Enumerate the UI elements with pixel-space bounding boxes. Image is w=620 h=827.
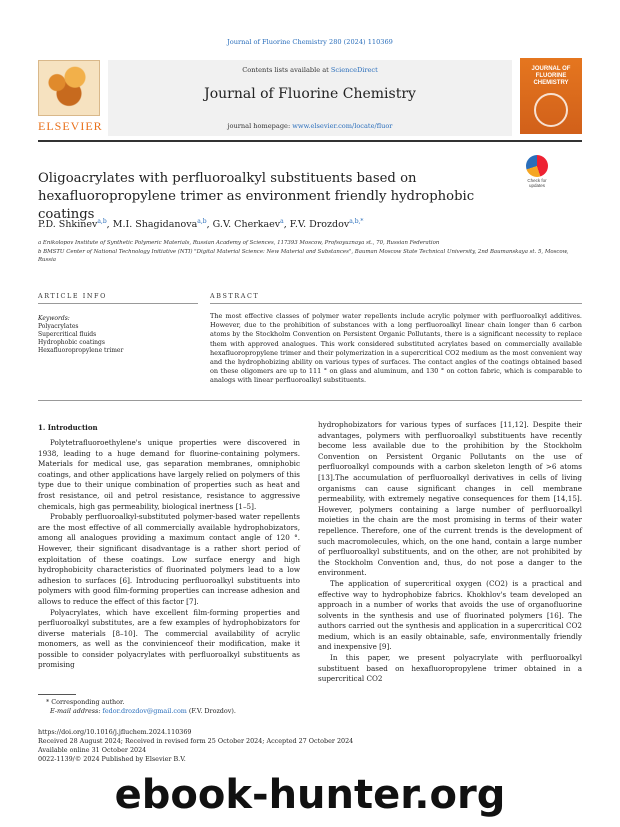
- available-online: Available online 31 October 2024: [38, 746, 147, 754]
- article-title: Oligoacrylates with perfluoroalkyl substituents based on hexafluoropropylene trimer as environment friendly hydrophobic coatings: [38, 171, 475, 222]
- paragraph: hydrophobizators for various types of surfaces [11,12]. Despite their advantages, polymers with perfluoroalkyl substituents have recently become less available due to the prohibition by the Stockholm Convention on Persistent Organic Pollutants on the use of perfluoroalkyl compounds with a carbon skeleton length of >6 atoms [13].The accumulation of perfluoroalkyl derivatives in cells of living organisms can cause significant changes in cell membrane permeability, with extremely negative consequences for them [14,15]. However, polymers containing a large number of perfluoroalkyl moieties in the chain are the most promising in terms of their water repellence. Therefore, one of the current trends is the development of such macromolecules, which, on the one hand, contain a large number of perfluoroalkyl substituents, and on the other, are not prohibited by the Stockholm Convention and, thus, do not pose a danger to the environment.: [318, 420, 582, 578]
- author[interactable]: P.D. Shkinev$^{a,b}$: [38, 218, 107, 231]
- header-rule: [38, 140, 582, 142]
- author[interactable]: G.V. Cherkaev$^a$: [212, 218, 284, 231]
- journal-citation[interactable]: Journal of Fluorine Chemistry 280 (2024) 110369: [227, 38, 393, 46]
- paragraph: Probably perfluoroalkyl-substituted polymer-based water repellents are the most effective of all commercially available hydrophobizators, among all analogues providing a maximum contact angle of 120 °. However, their significant disadvantage is a rather short period of exploitation of these coatings. Low surface energy and high hydrophobicity characteristics of fluorinated polymers lead to a low adhesion to surfaces [6]. Introducing perfluoroalkyl substituents into polymers with good film-forming properties can increase adhesion and allows to reduce the effect of this factor [7].: [38, 512, 300, 606]
- doi-link[interactable]: https://doi.org/10.1016/j.jfluchem.2024.110369: [38, 728, 192, 736]
- paragraph: Polyacrylates, which have excellent film-forming properties and perfluoroalkyl substitutes, are a few examples of hydrophobizators for diverse materials [8–10]. The commercial availability of acrylic monomers, as well as the convinienceof their modification, make it possible to consider polyacrylates with perfluoroalkyl substituents as promising: [38, 607, 300, 670]
- abstract-heading: ABSTRACT: [210, 292, 260, 300]
- contents-line: Contents lists available at ScienceDirect: [242, 66, 378, 74]
- homepage-line: journal homepage: www.elsevier.com/locate/fluor: [227, 122, 393, 130]
- article-info-heading: ARTICLE INFO: [38, 292, 107, 300]
- paragraph: Polytetrafluoroethylene's unique properties were discovered in 1938, leading to a huge demand for fluorine-containing polymers. Materials for medical use, gas separation membranes, omniphobic coatings, and other applications have largely relied on polymers of this type due to their unique combination of properties such as heat and frost resistance, oil and petrol resistance, resistance to aggressive chemicals, high gas permeability, biological inertness [1–5].: [38, 438, 300, 511]
- abstract-bottom-rule: [38, 400, 582, 401]
- keyword: Hydrophobic coatings: [38, 339, 105, 346]
- author[interactable]: F.V. Drozdov$^{a,b,*}$: [289, 218, 364, 231]
- journal-title: Journal of Fluorine Chemistry: [204, 86, 416, 102]
- footnote-rule: [38, 694, 76, 695]
- keyword: Supercritical fluids: [38, 331, 97, 338]
- issn-copyright: 0022-1139/© 2024 Published by Elsevier B.V.: [38, 755, 186, 763]
- right-column: [318, 420, 582, 685]
- keyword: Polyacrylates: [38, 323, 79, 330]
- cover-circle-icon: [534, 93, 568, 127]
- abstract-text: The most effective classes of polymer water repellents include acrylic polymer with perfluoroalkyl additives. However, due to the prohibition of substances with a long perfluoroalkyl linear chain longer than 6 carbon atoms by the Stockholm Convention on Persistent Organic Pollutants, there is a significant necessity to replace them with approved analogues. This work considered substituted acrylates based on commercially available hexafluoropropylene trimer and their polymerization in a supercritical CO2 medium as the most convenient way and the hydrophobizing ability on various types of surfaces. The contact angles of the coatings obtained based on these oligomers are up to 111 ° on glass and aluminum, and 130 ° on cotton fabric, which is comparable to analogs with linear perfluoroalkyl substituents.: [210, 312, 582, 385]
- elsevier-logo: [38, 60, 103, 134]
- check-updates-icon: [526, 155, 548, 177]
- elsevier-tree-icon: [38, 60, 100, 116]
- author[interactable]: M.I. Shagidanova$^{a,b}$: [112, 218, 207, 231]
- affiliation-a: a Enikolopov Institute of Synthetic Polymeric Materials, Russian Academy of Sciences, 117393 Moscow, Profsoyuznaya st., 70, Russian Federation: [38, 240, 440, 246]
- check-updates-label: Check for updates: [527, 178, 547, 188]
- sciencedirect-link[interactable]: ScienceDirect: [330, 66, 378, 74]
- left-column: [38, 438, 300, 671]
- watermark: ebook-hunter.org: [114, 772, 506, 818]
- email-line: E-mail address: fedor.drozdov@gmail.com (F.V. Drozdov).: [50, 707, 236, 715]
- paragraph: The application of supercritical oxygen (CO2) is a practical and effective way to hydrophobize fabrics. Khokhlov's team developed an approach in a number of works that avoids the use of organofluorine solvents in the synthesis and use of fluorinated polymers [16]. The authors carried out the synthesis and application in a supercritical CO2 medium, which is an easily obtainable, safe, environmentally friendly and inexpensive [9].: [318, 578, 582, 652]
- abstract-rule: [210, 303, 582, 304]
- journal-cover: [520, 58, 582, 134]
- corresponding-author-note: * Corresponding author.: [46, 698, 125, 706]
- keywords-label: Keywords:: [38, 315, 70, 322]
- article-info-rule: [38, 303, 198, 304]
- email-link[interactable]: fedor.drozdov@gmail.com: [102, 707, 187, 715]
- cover-title: JOURNAL OF FLUORINE CHEMISTRY: [531, 66, 571, 86]
- check-updates-button[interactable]: [522, 155, 552, 188]
- paragraph: In this paper, we present polyacrylate with perfluoroalkyl substituent based on hexafluoropropylene trimer obtained in a supercritical CO2: [318, 653, 582, 684]
- author-list: P.D. Shkinev$^{a,b}$, M.I. Shagidanova$^{a,b}$, G.V. Cherkaev$^a$, F.V. Drozdov$^{a,b,*}$: [38, 218, 364, 231]
- section-heading-introduction: 1. Introduction: [38, 423, 98, 432]
- received-dates: Received 28 August 2024; Received in revised form 25 October 2024; Accepted 27 October 2024: [38, 737, 354, 745]
- elsevier-wordmark: ELSEVIER: [38, 119, 103, 133]
- affiliation-b: b BMSTU Center of National Technology Initiative (NTI) "Digital Material Science: New Material and Substances", Bauman Moscow State Technical University, 2nd Baumanskaya st. 5, Moscow, Russia: [38, 249, 569, 263]
- keyword: Hexafluoropropylene trimer: [38, 347, 124, 354]
- journal-header: [108, 60, 512, 136]
- homepage-link[interactable]: www.elsevier.com/locate/fluor: [292, 122, 393, 130]
